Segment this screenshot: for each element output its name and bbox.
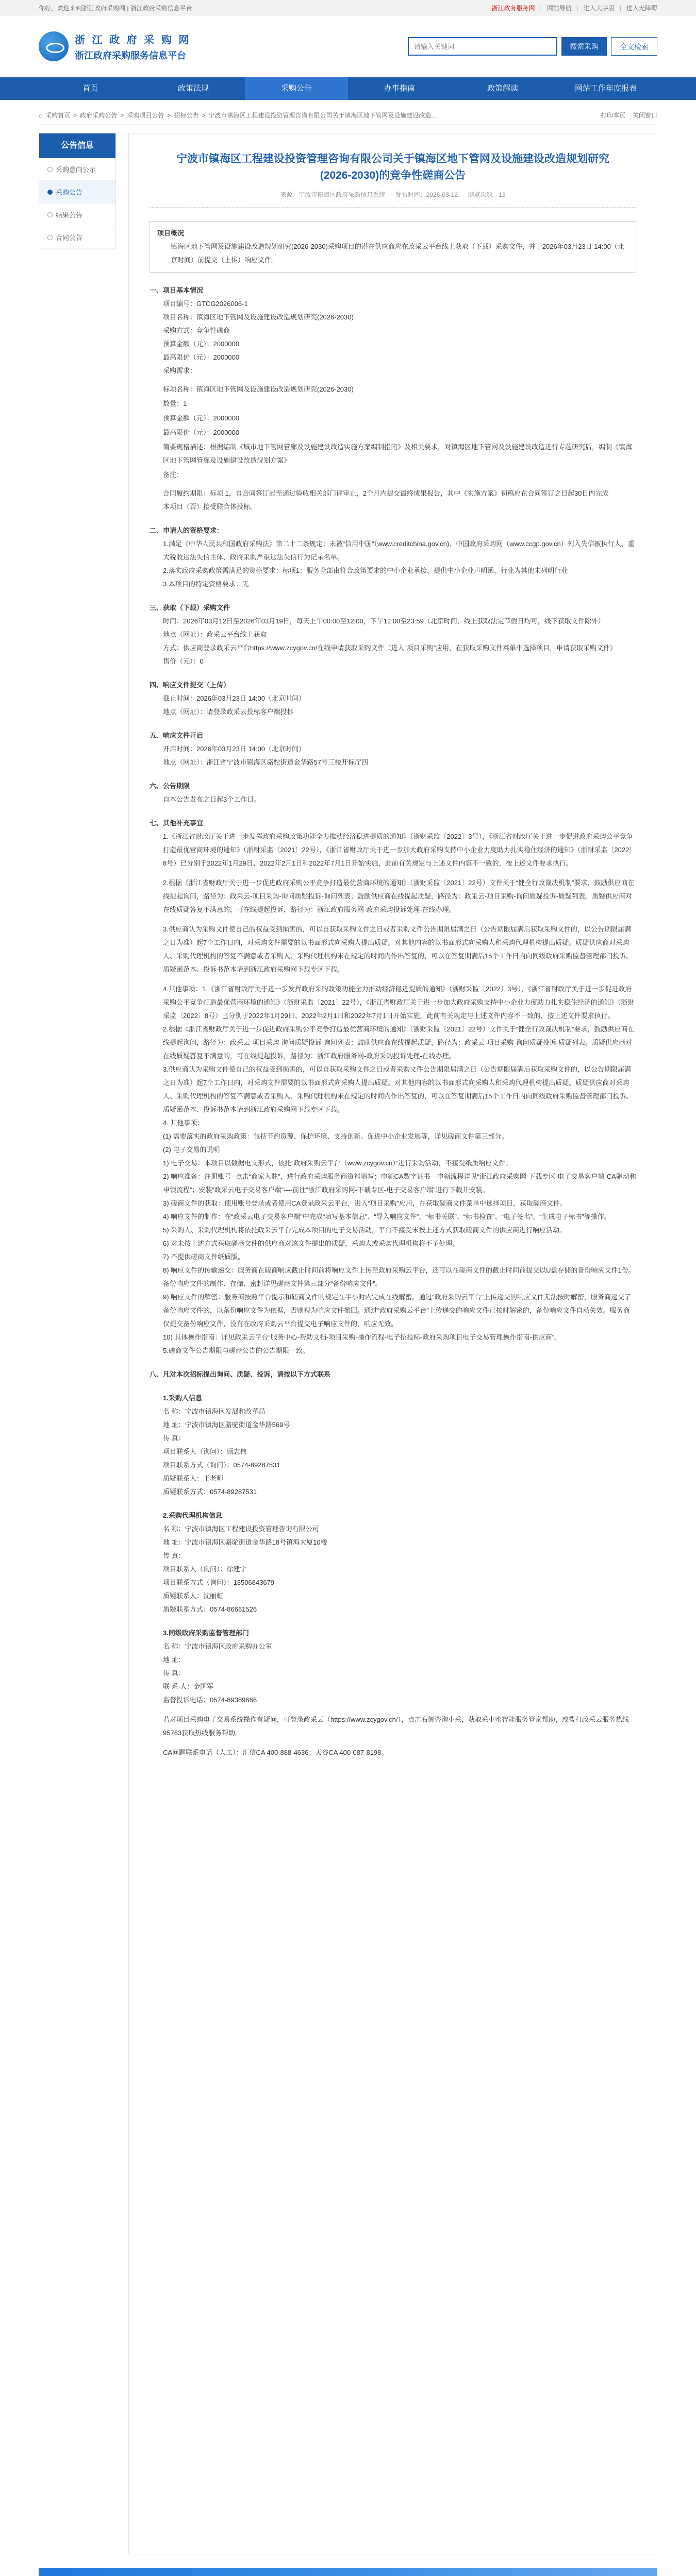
basic-line: 预算金额（元）：2000000	[163, 340, 240, 348]
close-window-button[interactable]: 关闭窗口	[632, 112, 657, 119]
nav-interpretation[interactable]: 政策解读	[487, 84, 518, 93]
welcome-text: 你好，欢迎来到浙江政府采购网 | 浙江政府采购信息平台	[39, 4, 192, 12]
print-button[interactable]: 打印本页	[600, 112, 625, 119]
meta-views: 浏览次数：13	[468, 191, 506, 198]
nav-announcements[interactable]: 采购公告	[245, 77, 348, 100]
topbar-link-gov[interactable]: 浙江政务服务网	[491, 4, 535, 12]
sidebar-title: 公告信息	[39, 133, 115, 158]
breadcrumb: ⌂ 采购首页 > 政府采购公告 > 采购项目公告 > 招标公告 > 宁波市镇海区工程建设投资管理咨询有限公司关于镇海区地下管网及设施建设改造... 打印本页 关闭窗口	[39, 106, 657, 125]
section-heading: 二、申请人的资格要求：	[150, 527, 224, 534]
crumb-4[interactable]: 招标公告	[174, 112, 199, 119]
basic-line: 采购方式：竞争性磋商	[163, 327, 230, 334]
search-button[interactable]: 搜索采购	[561, 37, 607, 56]
sidebar	[39, 133, 116, 249]
contract-period: 合同履约期限：标项 1，自合同签订起至通过验收相关部门评审止，2个月内提交最终成果报告，其中《实施方案》初稿应在合同签订之日起30日内完成	[163, 489, 609, 497]
nav-policy[interactable]: 政策法规	[177, 84, 209, 93]
crumb-current: 宁波市镇海区工程建设投资管理咨询有限公司关于镇海区地下管网及设施建设改造...	[208, 112, 437, 119]
other-matters: 1.《浙江省财政厅关于进一步发挥政府采购政策功能全力推动经济稳进提质的通知》（浙财采监〔2022〕3号），《浙江省财政厅关于进一步促进政府采购公平竞争打造最优营商环境的通知》（浙财采监〔2021〕22号），《浙江省财政厅关于进一步加大政府采购支持中小企业力度助力扎实稳住经济的通知》（浙财采监〔2022〕8号）已分别于2022年1月29日、2022年2月1日和2022年7月1日开始实施，此前有关规定与上述文件内容不一致的，按上述文件要求执行。 2.根据《浙江省财政厅关于进一步促进政府采购公平竞争打造最优营商环境的通知》（浙财采监〔2021〕22号）文件关于“健全行政裁决机制”要求，鼓励供应商在线提起询问，路径为：政采云-项目采购-询问质疑投诉-询问列表；鼓励供应商在线提起质疑，路径为：政采云-项目采购-询问质疑投诉-质疑列表。质疑供应商对在线质疑答复不满意的，可在线提起投诉，路径为：浙江政府服务网-政府采购投诉处理-在线办理。 3.供应商认为采购文件使自己的权益受到损害的，可以自获取采购文件之日或者采购文件公告期限届满之日（公告期限届满后获取采购文件的，以公告期限届满之日为准）起7个工作日内，对采购文件需要的以书面形式向采购人提出质疑。对其他内容的以书面形式向采购人和采购代理机构提出质疑。质疑供应商对采购人、采购代理机构的答复不满意或者采购人、采购代理机构未在规定的时间内作出答复的，可以在答复期满后15个工作日内向同级政府采购监督管理部门投诉。质疑函范本、投诉书范本请到浙江政府采购网下载专区下载。 4.其他事项：1.《浙江省财政厅关于进一步发挥政府采购政策功能全力推动经济稳进提质的通知》（浙财采监〔2022〕3号），《浙江省财政厅关于进一步促进政府采购公平竞争打造最优营商环境的通知》（浙财采监〔2021〕22号），《浙江省财政厅关于进一步加大政府采购支持中小企业力度助力扎实稳住经济的通知》（浙财采监〔2022〕8号）已分别于2022年1月29日、2022年2月1日和2022年7月1日开始实施，此前有关规定与上述文件内容不一致的，按上述文件要求执行。 2.根据《浙江省财政厅关于进一步促进政府采购公平竞争打造最优营商环境的通知》（浙财采监〔2021〕22号）文件关于“健全行政裁决机制”要求，鼓励供应商在线提起询问，路径为：政采云-项目采购-询问质疑投诉-询问列表；鼓励供应商在线提起质疑，路径为：政采云-项目采购-询问质疑投诉-质疑列表。质疑供应商对在线质疑答复不满意的，可在线提起投诉，路径为：浙江政府服务网-政府采购投诉处理-在线办理。 3.供应商认为采购文件使自己的权益受到损害的，可以自获取采购文件之日或者采购文件公告期限届满之日（公告期限届满后获取采购文件的，以公告期限届满之日为准）起7个工作日内，对采购文件需要的以书面形式向采购人提出质疑。对其他内容的以书面形式向采购人和采购代理机构提出质疑。质疑供应商对采购人、采购代理机构的答复不满意或者采购人、采购代理机构未在规定的时间内作出答复的，可以在答复期满后15个工作日内向同级政府采购监督管理部门投诉。质疑函范本、投诉书范本请到浙江政府采购网下载专区下载。 4. 其他事项： (1) 需要落实的政府采购政策：包括节约资源、保护环境、支持创新、促进中小企业发展等，详见磋商文件第三部分。 (2) 电子交易的说明 1) 电子交易：本项目以数据电文形式，依托“政府采购云平台（www.zcygov.cn）”进行采购活动，不接受纸质响应文件。 2) 响应准备：注册账号--点击“商家入驻”，进行政府采购服务商资料填写；申领CA数字证书---申领流程详见“浙江政府采购网-下载专区-电子交易客户端-CA驱动和申领流程”；安装“政采云电子交易客户端”----前往“浙江政府采购网-下载专区-电子交易客户端”进行下载并安装。 3) 磋商文件的获取：使用账号登录或者使用CA登录政采云平台，进入“项目采购”应用，在获取磋商文件菜单中选择项目，获取磋商文件。 4) 响应文件的制作：在“政采云电子交易客户端”中完成“填写基本信息”、“导入响应文件”、“标书关联”、“标书检查”、“电子签名”、“生成电子标书”等操作。 5) 采购人、采购代理机构将依托政采云平台完成本项目的电子交易活动，平台不接受未按上述方式获取磋商文件的供应商进行响应活动。 6) 对未按上述方式获取磋商文件的供应商对该文件提出的质疑，采购人或采购代理机构将不予处理。 7) 不提供磋商文件纸质版。 8) 响应文件的传输递交：服务商在磋商响应截止时间前将响应文件上传至政府采购云平台，还可以在磋商文件的截止时间前提交以U盘存储的备份响应文件1份。备份响应文件的制作、存储、密封详见磋商文件第三部分“备份响应文件”。 9) 响应文件的解密：服务商按照平台提示和磋商文件的规定在半小时内完成在线解密。通过“政府采购云平台”上传递交的响应文件无法按时解密，服务商递交了备份响应文件的，以备份响应文件为依据，否则视为响应文件撤回。通过“政府采购云平台”上传递交的响应文件已按时解密的，备份响应文件自动失效。服务商仅提交备份响应文件，没有在政府采购云平台提交电子响应文件的，响应无效。 10) 具体操作指南：详见政采云平台“服务中心-帮助文档-项目采购-操作流程-电子招投标-政府采购项目电子交易管理操作指南-供应商”。 5.磋商文件公告期限与磋商公告的公告期限一致。	[163, 833, 636, 1354]
topbar-links: 浙江政务服务网 | 网站导航 | 进入大字版 | 进入无障碍	[491, 4, 657, 12]
crumb-2[interactable]: 政府采购公告	[80, 112, 118, 119]
search-input[interactable]	[408, 37, 557, 56]
emblem-icon	[39, 31, 69, 61]
site-logo[interactable]	[39, 31, 191, 62]
topbar-link-sitemap[interactable]: 网站导航	[546, 4, 572, 12]
fulltext-search-button[interactable]: 全文检索	[611, 37, 657, 56]
section-heading: 七、其他补充事宜	[150, 819, 204, 827]
article-meta	[150, 190, 636, 208]
section-heading: 四、响应文件提交（上传）	[150, 681, 230, 689]
header	[39, 15, 657, 77]
basic-line: 项目编号：GTCG2026006-1	[163, 300, 248, 308]
section-heading: 八、凡对本次招标提出询问、质疑、投诉，请按以下方式联系	[150, 1370, 331, 1378]
closing-note: 若对项目采购电子交易系统操作有疑问，可登录政采云（https://www.zcygov.cn/），点击右侧咨询小采，获取采小蜜智能服务管家帮助，或拨打政采云服务热线95763获取热线服务帮助。	[163, 1716, 629, 1737]
section-heading: 三、获取（下载）采购文件	[150, 604, 230, 612]
main-nav	[0, 77, 696, 100]
radio-icon	[47, 235, 53, 240]
contact-block-buyer: 1.采购人信息 名 称：宁波市镇海区发展和改革局 地 址：宁波市镇海区骆驼街道金华路569号 传 真： 项目联系人（询问）：顾志伟 项目联系方式（询问）：0574-89287531 质疑联系人：王老师 质疑联系方式：0574-89287531	[163, 1394, 290, 1496]
topbar-link-large[interactable]: 进入大字版	[583, 4, 615, 12]
nav-guide[interactable]: 办事指南	[384, 84, 415, 93]
consortium-note: 本项目（否）接受联合体投标。	[163, 503, 257, 511]
sidebar-item-intent[interactable]: 采购意向公示	[39, 158, 115, 181]
topbar	[0, 0, 696, 15]
crumb-1[interactable]: 采购首页	[45, 112, 71, 119]
article: 宁波市镇海区工程建设投资管理咨询有限公司关于镇海区地下管网及设施建设改造规划研究(2026-2030)的竞争性磋商公告 来源：宁波市镇海区政府采购信息系统 发布时间：2026-03-12 浏览次数：13 项目概况 镇海区地下管网及设施建设改造规划研究(2026-2030)采购项目的潜在供应商应在政采云平台线上获取（下载）采购文件，并于2026年03月23日 14:00（北京时间）前提交（上传）响应文件。 一、项目基本情况 项目编号：GTCG2026006-1 项目名称：镇海区地下管网及设施建设改造规划研究(2026-2030) 采购方式：竞争性磋商 预算金额（元）：2000000 最高限价（元）：2000000 采购需求： 标项名称：镇海区地下管网及设施建设改造规划研究(2026-2030) 数量：1 预算金额（元）：2000000 最高限价（元）：2000000 简要规格描述：根据编制《城市地下管网管廊及设施建设改造实施方案编制指南》及相关要求，对镇海区地下管网及设施建设改造进行专题研究后，编制《镇海区地下管网管廊及设施建设改造规划方案》 备注： 合同履约期限：标项 1，自合同签订起至通过验收相关部门评审止，2个月内提交最终成果报告，其中《实施方案》初稿应在合同签订之日起30日内完成 本项目（否）接受联合体投标。 二、申请人的资格要求： 1.满足《中华人民共和国政府采购法》第二十二条规定；未被“信用中国”（www.creditchina.gov.cn)、中国政府采购网（www.ccgp.gov.cn）列入失信被执行人、重大税收违法失信主体、政府采购严重违法失信行为记录名单。 2.落实政府采购政策需满足的资格要求：标项1：服务全部由符合政策要求的中小企业承接，提供中小企业声明函，行业为其他未列明行业 3.本项目的特定资格要求：无 三、获取（下载）采购文件 时间：2026年03月12日至2026年03月19日，每天上午00:00至12:00，下午12:00至23:59（北京时间，线上获取法定节假日均可，线下获取文件除外） 地点（网址）：政采云平台线上获取 方式：供应商登录政采云平台https://www.zcygov.cn/在线申请获取采购文件（进入“项目采购”应用，在获取采购文件菜单中选择项目，申请获取采购文件） 售价（元）：0 四、响应文件提交（上传） 截止时间：2026年03月23日 14:00（北京时间） 地点（网址）：请登录政采云投标客户端投标 五、响应文件开启 开启时间：2026年03月23日 14:00（北京时间） 地点（网址）：浙江省宁波市镇海区骆驼街道金华路57号三楼开标厅四 六、公告期限 自本公告发布之日起3个工作日。 七、其他补充事宜 1.《浙江省财政厅关于进一步发挥政府采购政策功能全力推动经济稳进提质的通知》（浙财采监〔2022〕3号），《浙江省财政厅关于进一步促进政府采购公平竞争打造最优营商环境的通知》（浙财采监〔2021〕22号），《浙江省财政厅关于进一步加大政府采购支持中小企业力度助力扎实稳住经济的通知》（浙财采监〔2022〕8号）已分别于2022年1月29日、2022年2月1日和2022年7月1日开始实施，此前有关规定与上述文件内容不一致的，按上述文件要求执行。 2.根据《浙江省财政厅关于进一步促进政府采购公平竞争打造最优营商环境的通知》（浙财采监〔2021〕22号）文件关于“健全行政裁决机制”要求，鼓励供应商在线提起询问，路径为：政采云-项目采购-询问质疑投诉-询问列表；鼓励供应商在线提起质疑，路径为：政采云-项目采购-询问质疑投诉-质疑列表。质疑供应商对在线质疑答复不满意的，可在线提起投诉，路径为：浙江政府服务网-政府采购投诉处理-在线办理。 3.供应商认为采购文件使自己的权益受到损害的，可以自获取采购文件之日或者采购文件公告期限届满之日（公告期限届满后获取采购文件的，以公告期限届满之日为准）起7个工作日内，对采购文件需要的以书面形式向采购人提出质疑。对其他内容的以书面形式向采购人和采购代理机构提出质疑。质疑供应商对采购人、采购代理机构的答复不满意或者采购人、采购代理机构未在规定的时间内作出答复的，可以在答复期满后15个工作日内向同级政府采购监督管理部门投诉。质疑函范本、投诉书范本请到浙江政府采购网下载专区下载。 4.其他事项：1.《浙江省财政厅关于进一步发挥政府采购政策功能全力推动经济稳进提质的通知》（浙财采监〔2022〕3号），《浙江省财政厅关于进一步促进政府采购公平竞争打造最优营商环境的通知》（浙财采监〔2021〕22号），《浙江省财政厅关于进一步加大政府采购支持中小企业力度助力扎实稳住经济的通知》（浙财采监〔2022〕8号）已分别于2022年1月29日、2022年2月1日和2022年7月1日开始实施，此前有关规定与上述文件内容不一致的，按上述文件要求执行。 2.根据《浙江省财政厅关于进一步促进政府采购公平竞争打造最优营商环境的通知》（浙财采监〔2021〕22号）文件关于“健全行政裁决机制”要求，鼓励供应商在线提起询问，路径为：政采云-项目采购-询问质疑投诉-询问列表；鼓励供应商在线提起质疑，路径为：政采云-项目采购-询问质疑投诉-质疑列表。质疑供应商对在线质疑答复不满意的，可在线提起投诉，路径为：浙江政府服务网-政府采购投诉处理-在线办理。 3.供应商认为采购文件使自己的权益受到损害的，可以自获取采购文件之日或者采购文件公告期限届满之日（公告期限届满后获取采购文件的，以公告期限届满之日为准）起7个工作日内，对采购文件需要的以书面形式向采购人提出质疑。对其他内容的以书面形式向采购人和采购代理机构提出质疑。质疑供应商对采购人、采购代理机构的答复不满意或者采购人、采购代理机构未在规定的时间内作出答复的，可以在答复期满后15个工作日内向同级政府采购监督管理部门投诉。质疑函范本、投诉书范本请到浙江政府采购网下载专区下载。 4. 其他事项： (1) 需要落实的政府采购政策：包括节约资源、保护环境、支持创新、促进中小企业发展等，详见磋商文件第三部分。 (2) 电子交易的说明 1) 电子交易：本项目以数据电文形式，依托“政府采购云平台（www.zcygov.cn）”进行采购活动，不接受纸质响应文件。 2) 响应准备：注册账号--点击“商家入驻”，进行政府采购服务商资料填写；申领CA数字证书---申领流程详见“浙江政府采购网-下载专区-电子交易客户端-CA驱动和申领流程”；安装“政采云电子交易客户端”----前往“浙江政府采购网-下载专区-电子交易客户端”进行下载并安装。 3) 磋商文件的获取：使用账号登录或者使用CA登录政采云平台，进入“项目采购”应用，在获取磋商文件菜单中选择项目，获取磋商文件。 4) 响应文件的制作：在“政采云电子交易客户端”中完成“填写基本信息”、“导入响应文件”、“标书关联”、“标书检查”、“电子签名”、“生成电子标书”等操作。 5) 采购人、采购代理机构将依托政采云平台完成本项目的电子交易活动，平台不接受未按上述方式获取磋商文件的供应商进行响应活动。 6) 对未按上述方式获取磋商文件的供应商对该文件提出的质疑，采购人或采购代理机构将不予处理。 7) 不提供磋商文件纸质版。 8) 响应文件的传输递交：服务商在磋商响应截止时间前将响应文件上传至政府采购云平台，还可以在磋商文件的截止时间前提交以U盘存储的备份响应文件1份。备份响应文件的制作、存储、密封详见磋商文件第三部分“备份响应文件”。 9) 响应文件的解密：服务商按照平台提示和磋商文件的规定在半小时内完成在线解密。通过“政府采购云平台”上传递交的响应文件无法按时解密，服务商递交了备份响应文件的，以备份响应文件为依据，否则视为响应文件撤回。通过“政府采购云平台”上传递交的响应文件已按时解密的，备份响应文件自动失效。服务商仅提交备份响应文件，没有在政府采购云平台提交电子响应文件的，响应无效。 10) 具体操作指南：详见政采云平台“服务中心-帮助文档-项目采购-操作流程-电子招投标-政府采购项目电子交易管理操作指南-供应商”。 5.磋商文件公告期限与磋商公告的公告期限一致。 八、凡对本次招标提出询问、质疑、投诉，请按以下方式联系 1.采购人信息 名 称：宁波市镇海区发展和改革局 地 址：宁波市镇海区骆驼街道金华路569号 传 真： 项目联系人（询问）：顾志伟 项目联系方式（询问）：0574-89287531 质疑联系人：王老师 质疑联系方式：0574-89287531 2.采购代理机构信息 名 称：宁波市镇海区工程建设投资管理咨询有限公司 地 址：宁波市镇海区骆驼街道金华路18号镇海大厦10楼 传 真： 项目联系人（询问）：徐建宇 项目联系方式（询问）：13506843679 质疑联系人：沈丽虹 质疑联系方式：0574-86661526 3.同级政府采购监督管理部门 名 称：宁波市镇海区政府采购办公室 地 址： 传 真： 联 系 人：金国军 监督投诉电话：0574-89389666 若对项目采购电子交易系统操作有疑问，可登录政采云（https://www.zcygov.cn/），点击右侧咨询小采，获取采小蜜智能服务管家帮助，或拨打政采云服务热线95763获取热线服务帮助。 CA问题联系电话（人工）：汇信CA 400-888-4636；天谷CA 400-087-8198。	[128, 133, 657, 2554]
summary-text: 镇海区地下管网及设施建设改造规划研究(2026-2030)采购项目的潜在供应商应在政采云平台线上获取（下载）采购文件，并于2026年03月23日 14:00（北京时间）前提交（上传）响应文件。	[171, 243, 624, 264]
section-heading: 五、响应文件开启	[150, 732, 204, 739]
radio-icon	[47, 212, 53, 217]
basic-line: 项目名称：镇海区地下管网及设施建设改造规划研究(2026-2030)	[163, 313, 354, 321]
nav-report[interactable]: 网站工作年度报表	[574, 84, 637, 93]
sidebar-item-announcement[interactable]: 采购公告	[39, 181, 115, 204]
topbar-link-accessible[interactable]: 进入无障碍	[626, 4, 657, 12]
search-area	[408, 37, 657, 56]
summary-box	[150, 221, 636, 273]
crumb-3[interactable]: 采购项目公告	[127, 112, 164, 119]
nav-home[interactable]: 首页	[82, 84, 98, 93]
basic-line: 采购需求：	[163, 367, 197, 375]
article-title: 宁波市镇海区工程建设投资管理咨询有限公司关于镇海区地下管网及设施建设改造规划研究(2026-2030)的竞争性磋商公告	[176, 153, 609, 181]
section-heading: 六、公告期限	[150, 782, 190, 790]
contact-block-supervision: 3.同级政府采购监督管理部门 名 称：宁波市镇海区政府采购办公室 地 址： 传 真： 联 系 人：金国军 监督投诉电话：0574-89389666	[163, 1629, 272, 1704]
site-name: 浙 江 政 府 采 购 网	[75, 34, 191, 46]
meta-source: 来源：宁波市镇海区政府采购信息系统	[280, 191, 386, 198]
section-heading: 一、项目基本情况	[150, 286, 204, 294]
insurance-banner[interactable]	[39, 2568, 657, 2576]
ca-contact: CA问题联系电话（人工）：汇信CA 400-888-4636；天谷CA 400-087-8198。	[163, 1749, 388, 1756]
contact-block-agency: 2.采购代理机构信息 名 称：宁波市镇海区工程建设投资管理咨询有限公司 地 址：宁波市镇海区骆驼街道金华路18号镇海大厦10楼 传 真： 项目联系人（询问）：徐建宇 项目联系方式（询问）：13506843679 质疑联系人：沈丽虹 质疑联系方式：0574-86661526	[163, 1512, 327, 1613]
meta-date: 发布时间：2026-03-12	[395, 191, 458, 198]
home-icon: ⌂	[39, 111, 43, 119]
site-subname: 浙江政府采购服务信息平台	[75, 50, 186, 61]
radio-icon	[47, 190, 53, 195]
sidebar-item-result[interactable]: 结果公告	[39, 204, 115, 226]
package-block: 标项名称：镇海区地下管网及设施建设改造规划研究(2026-2030) 数量：1 预算金额（元）：2000000 最高限价（元）：2000000 简要规格描述：根据编制《城市地下管网管廊及设施建设改造实施方案编制指南》及相关要求，对镇海区地下管网及设施建设改造进行专题研究后，编制《镇海区地下管网管廊及设施建设改造规划方案》 备注：	[163, 385, 633, 479]
basic-line: 最高限价（元）：2000000	[163, 353, 240, 361]
content-container	[39, 133, 657, 2554]
summary-heading: 项目概况	[157, 229, 185, 237]
radio-icon	[47, 167, 53, 172]
sidebar-item-contract[interactable]: 合同公告	[39, 226, 115, 249]
